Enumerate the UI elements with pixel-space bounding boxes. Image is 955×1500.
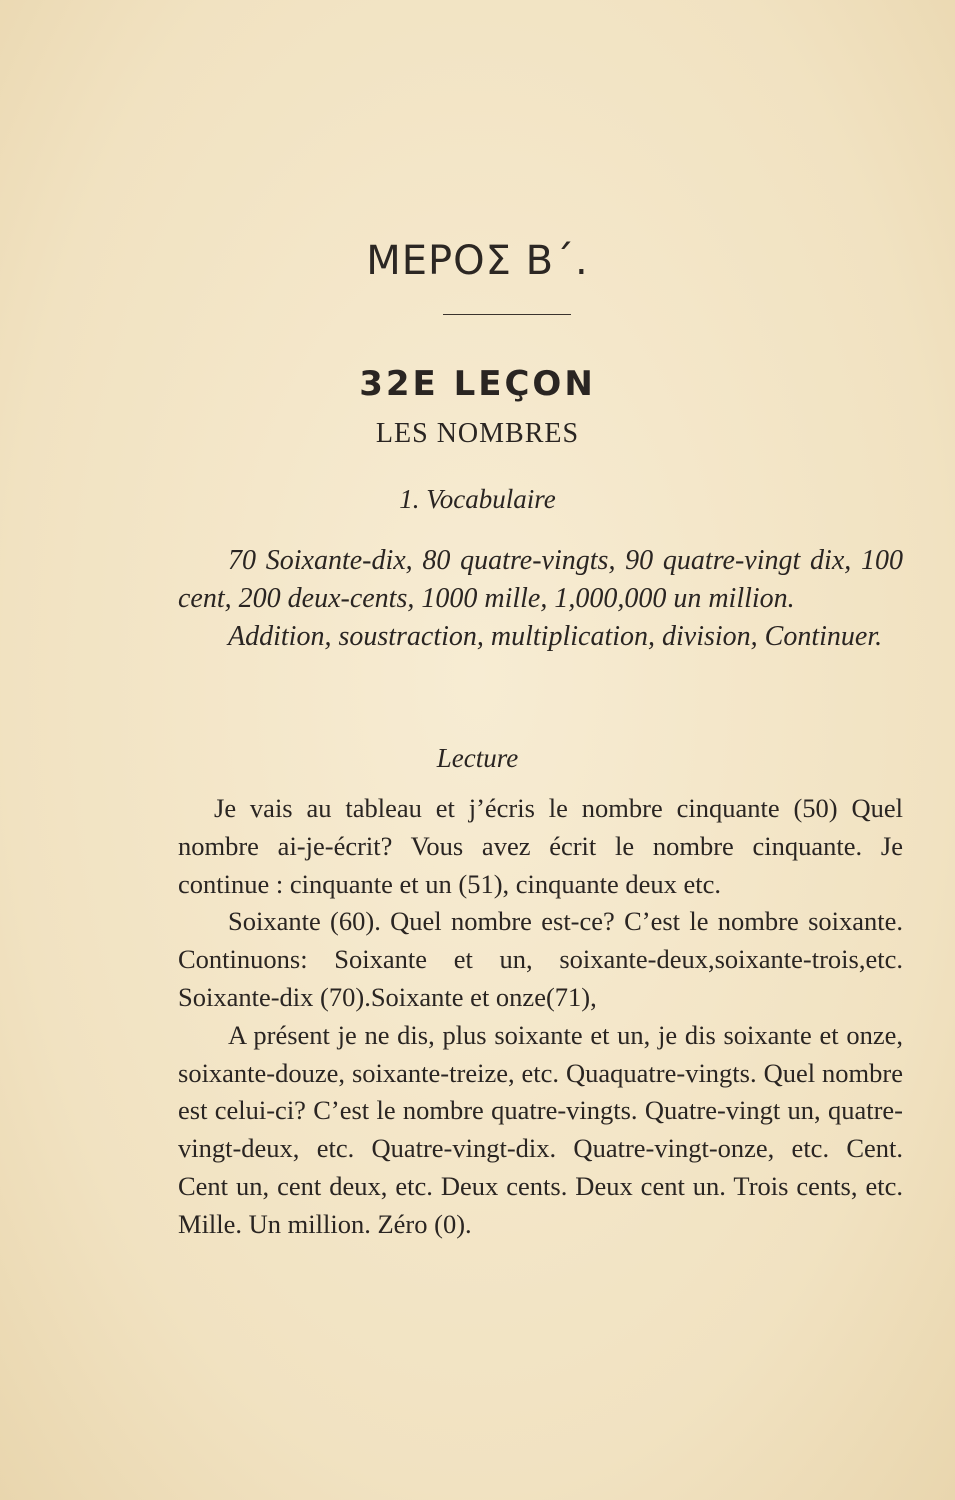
part-title: ΜΕΡΟΣ Β΄. — [366, 238, 589, 284]
vocabulary-numbers: 70 Soixante-dix, 80 quatre-vingts, 90 quatre-vingt dix, 100 cent, 200 deux-cents, 1000 mille, 1,000,000 un million. — [178, 545, 903, 614]
lesson-title: 32E LEÇON — [359, 364, 596, 404]
reading-paragraph: Je vais au tableau et j’écris le nombre cinquante (50) Quel nombre ai-je-écrit? Vous avez écrit le nombre cinquante. Je continue : cinquante et un (51), cinquante deux etc. — [178, 793, 903, 899]
vocabulary-operations: Addition, soustraction, multiplication, division, Continuer. — [228, 621, 883, 652]
reading-heading: Lecture — [436, 743, 519, 773]
title-divider — [443, 314, 571, 315]
reading-text — [178, 790, 903, 1244]
lesson-subject: LES NOMBRES — [375, 418, 580, 449]
reading-paragraph: Soixante (60). Quel nombre est-ce? C’est le nombre soixante. Continuons: Soixante et un, soixante-deux,soixante-trois,etc. Soixante-dix (70).Soixante et onze(71), — [178, 906, 903, 1012]
reading-paragraph: A présent je ne dis, plus soixante et un, je dis soixante et onze, soixante-douze, soixante-treize, etc. Quaquatre-vingts. Quel nombre est celui-ci? C’est le nombre quatre-vingts. Quatre-vingt un, quatre-vingt-deux, etc. Quatre-vingt-dix. Quatre-vingt-onze, etc. Cent. Cent un, cent deux, etc. Deux cents. Deux cent un. Trois cents, etc. Mille. Un million. Zéro (0). — [178, 1019, 903, 1239]
vocabulary-heading: 1. Vocabulaire — [399, 484, 556, 514]
vocabulary-block — [178, 542, 903, 656]
